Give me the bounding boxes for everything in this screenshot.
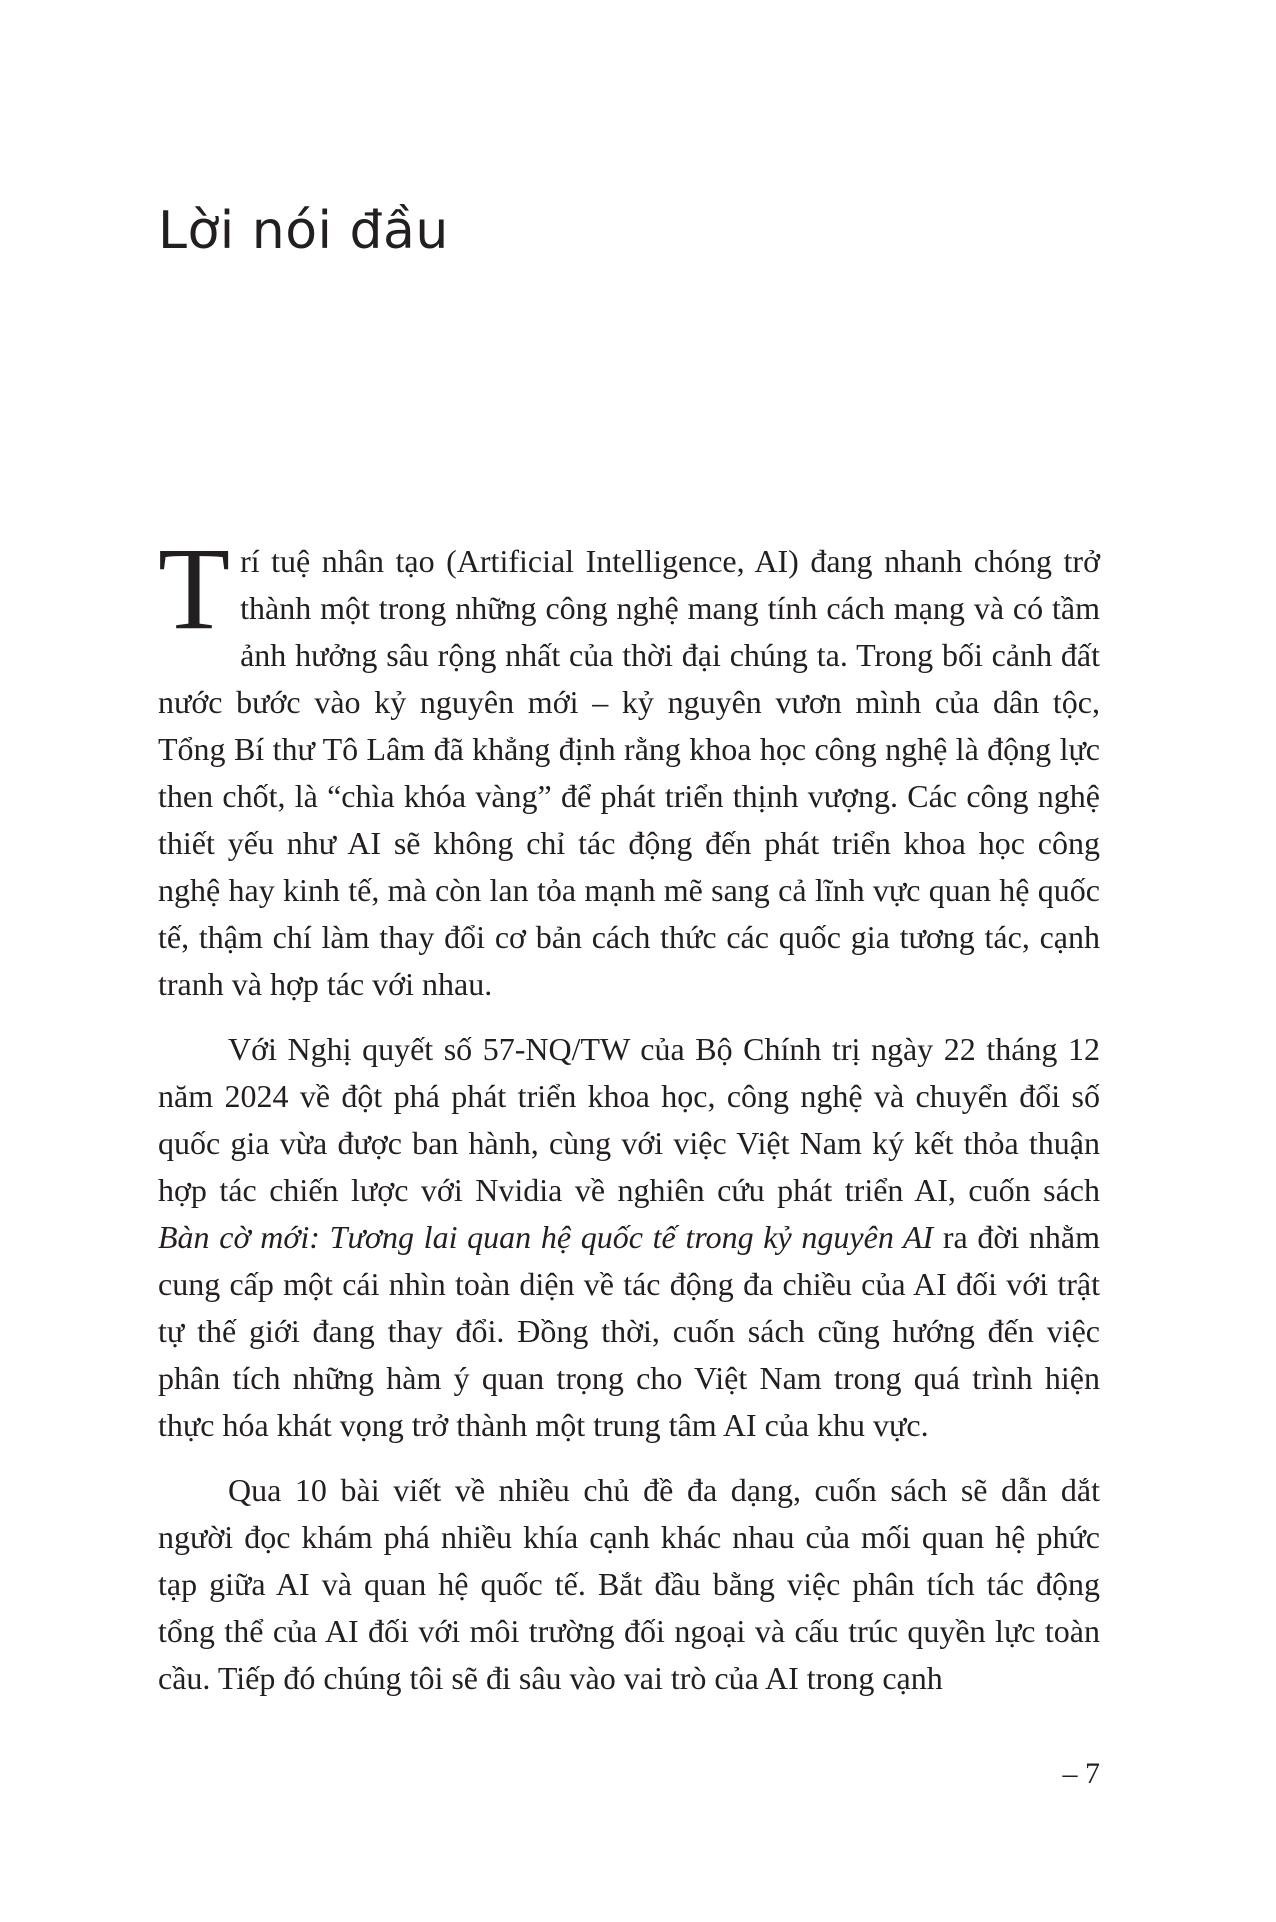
drop-cap: T [158,523,231,654]
chapter-title: Lời nói đầu [158,201,449,261]
book-title: Bàn cờ mới: Tương lai quan hệ quốc tế trong kỷ nguyên AI [158,1219,934,1255]
body-text [158,523,1101,1720]
page-number: – 7 [1062,1757,1100,1790]
paragraph-3 [158,1467,1100,1702]
paragraph-1 [158,523,1100,1008]
paragraph-2 [158,1026,1100,1449]
paragraph-1-text: rí tuệ nhân tạo (Artificial Intelligence, AI) đang nhanh chóng trở thành một trong những công nghệ mang tính cách mạng và có tầm ảnh hưởng sâu rộng nhất của thời đại chúng ta. Trong bối cảnh đất nước bước vào kỷ nguyên mới – kỷ nguyên vươn mình của dân tộc, Tổng Bí thư Tô Lâm đã khẳng định rằng khoa học công nghệ là động lực then chốt, là “chìa khóa vàng” để phát triển thịnh vượng. Các công nghệ thiết yếu như AI sẽ không chỉ tác động đến phát triển khoa học công nghệ hay kinh tế, mà còn lan tỏa mạnh mẽ sang cả lĩnh vực quan hệ quốc tế, thậm chí làm thay đổi cơ bản cách thức các quốc gia tương tác, cạnh tranh và hợp tác với nhau. [158,543,1100,1002]
paragraph-2-text-before: Với Nghị quyết số 57-NQ/TW của Bộ Chính trị ngày 22 tháng 12 năm 2024 về đột phá phát triển khoa học, công nghệ và chuyển đổi số quốc gia vừa được ban hành, cùng với việc Việt Nam ký kết thỏa thuận hợp tác chiến lược với Nvidia về nghiên cứu phát triển AI, cuốn sách [158,1031,1100,1208]
paragraph-2-text-after: ra đời nhằm cung cấp một cái nhìn toàn diện về tác động đa chiều của AI đối với trật tự thế giới đang thay đổi. Đồng thời, cuốn sách cũng hướng đến việc phân tích những hàm ý quan trọng cho Việt Nam trong quá trình hiện thực hóa khát vọng trở thành một trung tâm AI của khu vực. [158,1219,1101,1443]
paragraph-3-text: Qua 10 bài viết về nhiều chủ đề đa dạng, cuốn sách sẽ dẫn dắt người đọc khám phá nhiều khía cạnh khác nhau của mối quan hệ phức tạp giữa AI và quan hệ quốc tế. Bắt đầu bằng việc phân tích tác động tổng thể của AI đối với môi trường đối ngoại và cấu trúc quyền lực toàn cầu. Tiếp đó chúng tôi sẽ đi sâu vào vai trò của AI trong cạnh [158,1472,1100,1696]
